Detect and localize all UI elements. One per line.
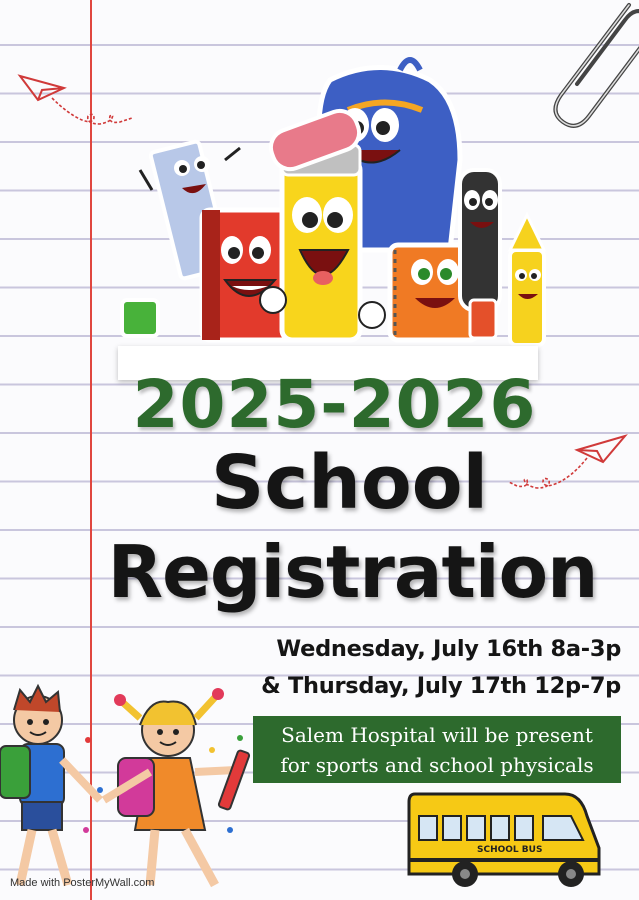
- sharpener-mascot: [122, 300, 158, 336]
- pen-mascot: [460, 170, 500, 310]
- notice-line-2: for sports and school physicals: [280, 752, 594, 777]
- school-supplies-mascots: [110, 50, 580, 350]
- date-line-1: Wednesday, July 16th 8a-3p: [276, 636, 621, 662]
- girl-figure: [104, 688, 250, 885]
- school-bus-icon: [405, 786, 605, 890]
- kids-illustration: [0, 680, 260, 900]
- watermark: Made with PosterMyWall.com: [10, 877, 155, 889]
- eraser-mascot: [470, 300, 496, 338]
- boy-figure: [0, 686, 100, 885]
- date-line-2: & Thursday, July 17th 12p-7p: [261, 673, 621, 699]
- crayon-mascot: [510, 215, 544, 345]
- bus-label: SCHOOL BUS: [477, 845, 543, 855]
- title-registration: Registration: [107, 530, 598, 614]
- title-school: School: [211, 440, 488, 526]
- year-heading: 2025-2026: [132, 366, 537, 443]
- notice-line-1: Salem Hospital will be present: [281, 722, 593, 747]
- physicals-notice: [253, 716, 621, 783]
